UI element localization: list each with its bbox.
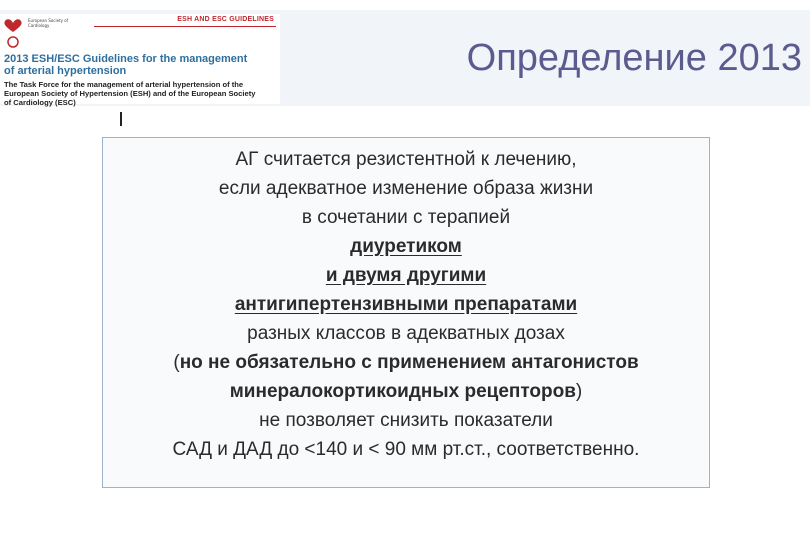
definition-emphasis-line: антигипертензивными препаратами: [234, 294, 578, 315]
tag-divider: [94, 26, 276, 27]
text-cursor: [120, 112, 122, 126]
definition-bold-text: но не обязательно с применением антагонистов: [179, 352, 639, 373]
definition-line: [103, 348, 709, 377]
definition-emphasis-line: диуретиком: [350, 236, 462, 257]
definition-line: АГ считается резистентной к лечению,: [235, 149, 577, 170]
definition-emphasis-line: и двумя другими: [325, 265, 487, 286]
esc-heart-logo-icon: [2, 18, 24, 50]
definition-line: в сочетании с терапией: [301, 207, 511, 228]
guidelines-banner: [0, 14, 280, 107]
definition-line: САД и ДАД до <140 и < 90 мм рт.ст., соответственно.: [172, 439, 640, 460]
guidelines-subtitle-line: of Cardiology (ESC): [4, 98, 76, 107]
guidelines-subtitle: [4, 80, 280, 107]
definition-line: если адекватное изменение образа жизни: [218, 178, 594, 199]
guidelines-tag: ESH AND ESC GUIDELINES: [177, 16, 274, 23]
guidelines-title-line: of arterial hypertension: [4, 65, 127, 77]
paren-open: (: [173, 352, 180, 373]
page-title: Определение 2013: [466, 37, 802, 79]
paren-close: ): [575, 381, 583, 402]
society-name: European Society of Cardiology: [28, 18, 69, 28]
guidelines-title: [4, 53, 280, 77]
guidelines-subtitle-line: The Task Force for the management of arterial hypertension of the: [4, 80, 244, 89]
guidelines-subtitle-line: European Society of Hypertension (ESH) and of the European Society: [4, 89, 256, 98]
guidelines-title-line: 2013 ESH/ESC Guidelines for the management: [4, 53, 248, 65]
definition-bold-text: минералокортикоидных рецепторов: [229, 381, 576, 402]
definition-box: [102, 137, 710, 488]
definition-line: разных классов в адекватных дозах: [247, 323, 565, 344]
definition-line: [103, 377, 709, 406]
definition-line: не позволяет снизить показатели: [259, 410, 553, 431]
